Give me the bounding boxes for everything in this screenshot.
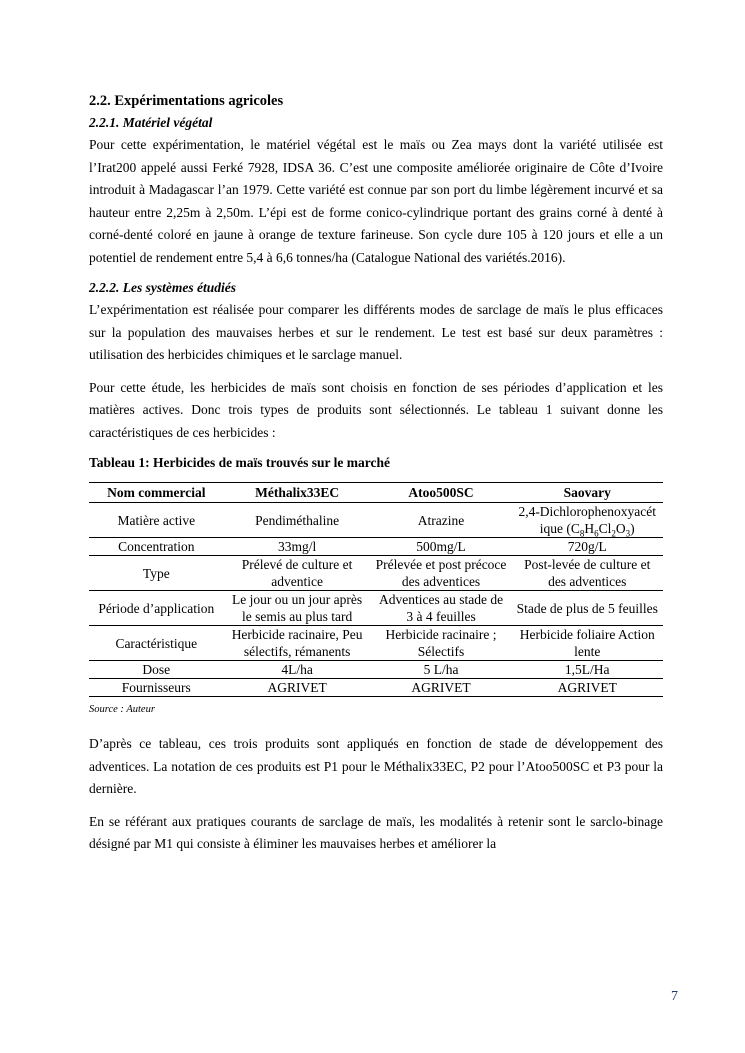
table-cell-formula: [511, 503, 663, 538]
formula-sub: 3: [625, 528, 631, 539]
table-cell: Le jour ou un jour après le semis au plus tard: [224, 591, 371, 626]
formula-text: O: [615, 521, 626, 536]
table-cell: Dose: [89, 661, 224, 679]
table-cell: Fournisseurs: [89, 679, 224, 697]
table-cell: AGRIVET: [511, 679, 663, 697]
table-row: [89, 661, 663, 679]
formula-text: Cl: [598, 521, 612, 536]
formula-line2: ique (C: [539, 521, 580, 536]
formula-sub: 6: [594, 528, 599, 539]
paragraph-materiel-vegetal: Pour cette expérimentation, le matériel végétal est le maïs ou Zea mays dont la variété utilisée est l’Irat200 appelé aussi Ferké 7928, IDSA 36. C’est une composite améliorée originaire de Côte d’Ivoire introduit à Madagascar l’an 1979. Cette variété est connue par son port du limbe légèrement incurvé et sa hauteur entre 2,25m à 2,50m. L’épi est de forme conico-cylindrique portant des grains corné à denté à corné-denté coloré en jaune à orange de texture farineuse. Son cycle dure 105 à 120 jours et elle a un potentiel de rendement entre 5,4 à 6,6 tonnes/ha (Catalogue National des variétés.2016).: [89, 137, 663, 265]
subsection-title-1: 2.2.1. Matériel végétal: [89, 115, 213, 130]
table-row: [89, 503, 663, 538]
header-atoo: Atoo500SC: [371, 483, 512, 503]
table-row: [89, 626, 663, 661]
document-page: [89, 92, 663, 866]
table-cell: Pendiméthaline: [224, 503, 371, 538]
table-row: [89, 556, 663, 591]
table-cell: Atrazine: [371, 503, 512, 538]
formula-text: H: [584, 521, 595, 536]
table-cell: Prélevée et post précoce des adventices: [371, 556, 512, 591]
table-source: Source : Auteur: [89, 704, 155, 715]
table-row: [89, 591, 663, 626]
table-cell: AGRIVET: [224, 679, 371, 697]
header-saovary: Saovary: [511, 483, 663, 503]
table-cell: 720g/L: [511, 538, 663, 556]
paragraph-choix-herbicides: Pour cette étude, les herbicides de maïs sont choisis en fonction de ses périodes d’application et les matières actives. Donc trois types de produits sont sélectionnés. Le tableau 1 suivant donne les caractéristiques de ces herbicides :: [89, 379, 663, 440]
formula-sub: 2: [611, 528, 616, 539]
table-cell: Stade de plus de 5 feuilles: [511, 591, 663, 626]
table-cell: AGRIVET: [371, 679, 512, 697]
table-cell: 33mg/l: [224, 538, 371, 556]
page-number: 7: [671, 989, 678, 1004]
subsection-title-2: 2.2.2. Les systèmes étudiés: [89, 280, 236, 295]
paragraph-modalites: En se référant aux pratiques courants de sarclage de maïs, les modalités à retenir sont le sarclo-binage désigné par M1 qui consiste à éliminer les mauvaises herbes et améliorer la: [89, 813, 663, 851]
paragraph-notation: D’après ce tableau, ces trois produits sont appliqués en fonction de stade de développement des adventices. La notation de ces produits est P1 pour le Méthalix33EC, P2 pour l’Atoo500SC et P3 pour la dernière.: [89, 736, 663, 796]
table-cell: Post-levée de culture et des adventices: [511, 556, 663, 591]
herbicide-table: [89, 482, 663, 697]
table-caption: Tableau 1: Herbicides de maïs trouvés sur le marché: [89, 455, 390, 470]
header-nom-commercial: Nom commercial: [89, 483, 224, 503]
table-cell: Adventices au stade de 3 à 4 feuilles: [371, 591, 512, 626]
table-cell: Herbicide racinaire ; Sélectifs: [371, 626, 512, 661]
table-cell: Concentration: [89, 538, 224, 556]
table-row: [89, 679, 663, 697]
formula-sub: 8: [579, 528, 585, 539]
table-cell: Prélevé de culture et adventice: [224, 556, 371, 591]
table-cell: 4L/ha: [224, 661, 371, 679]
table-header-row: [89, 483, 663, 503]
table-cell: Type: [89, 556, 224, 591]
formula-text: ): [630, 521, 635, 536]
table-cell: 1,5L/Ha: [511, 661, 663, 679]
paragraph-experimentation: L’expérimentation est réalisée pour comparer les différents modes de sarclage de maïs le plus efficaces sur la population des mauvaises herbes et sur le rendement. Le test est basé sur deux paramètres : utilisation des herbicides chimiques et le sarclage manuel.: [89, 302, 663, 362]
table-cell: 500mg/L: [371, 538, 512, 556]
table-cell: Herbicide racinaire, Peu sélectifs, rémanents: [224, 626, 371, 661]
table-cell: Caractéristique: [89, 626, 224, 661]
table-row: [89, 538, 663, 556]
section-title: 2.2. Expérimentations agricoles: [89, 93, 284, 109]
table-cell: Matière active: [89, 503, 224, 538]
header-methalix: Méthalix33EC: [224, 483, 371, 503]
formula-prefix: 2,4-Dichlorophenoxyacét: [518, 504, 657, 519]
table-cell: 5 L/ha: [371, 661, 512, 679]
table-cell: Période d’application: [89, 591, 224, 626]
table-cell: Herbicide foliaire Action lente: [511, 626, 663, 661]
